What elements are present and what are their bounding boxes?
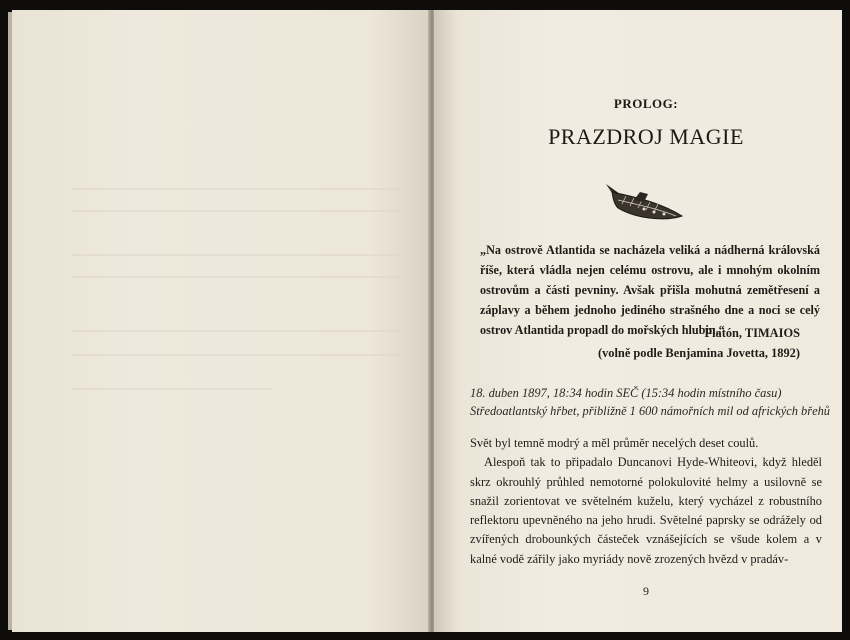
page-number: 9	[643, 584, 649, 598]
epigraph-attribution: Platón, TIMAIOS	[704, 326, 800, 340]
chapter-title: PRAZDROJ MAGIE	[548, 124, 744, 149]
dateline-time: 18. duben 1897, 18:34 hodin SEČ (15:34 hodin místního času)	[470, 386, 782, 400]
prolog-label: PROLOG:	[613, 96, 679, 111]
body-text	[470, 434, 822, 569]
bleed-through-line	[72, 276, 402, 278]
dateline-place: Středoatlantský hřbet, přibližně 1 600 námořních mil od afrických břehů	[470, 404, 830, 418]
left-page-blank	[12, 10, 432, 632]
bleed-through-line	[72, 388, 272, 390]
bleed-through-line	[72, 188, 402, 190]
epigraph-source: (volně podle Benjamina Jovetta, 1892)	[597, 346, 800, 360]
bleed-through-line	[72, 254, 402, 256]
dateline	[470, 384, 830, 420]
bleed-through-line	[72, 330, 402, 332]
bleed-through-line	[72, 354, 402, 356]
epigraph-text: „Na ostrově Atlantida se nacházela veliká a nádherná královská říše, která vládla nejen celému ostrovu, ale i mnohým okolním ostrovům a části pevniny. Avšak přišla mohutná zemětřesení a záplavy a během jednoho jediného strašného dne a noci se celý ostrov Atlantida propadl do mořských hlubin.“	[480, 243, 820, 337]
bleed-through-line	[72, 210, 402, 212]
epigraph-quote	[480, 240, 820, 340]
paragraph: Alespoň tak to připadalo Duncanovi Hyde-Whiteovi, když hleděl skrz okrouhlý průhled nemotorné polokulovité helmy a usilovně se snažil zorientovat ve světelném kuželu, který vycházel z robustního reflektoru upevněného na jeho hrudi. Světelné paprsky se odrážely od zvířených drobounkých částeček vznášejících se všude kolem a v kalné vodě zářily jako myriády nově zrozených hvězd v pradáv-	[470, 455, 822, 566]
paragraph: Svět byl temně modrý a měl průměr necelých deset coulů.	[470, 436, 759, 450]
submarine-nautilus-icon	[604, 182, 686, 226]
